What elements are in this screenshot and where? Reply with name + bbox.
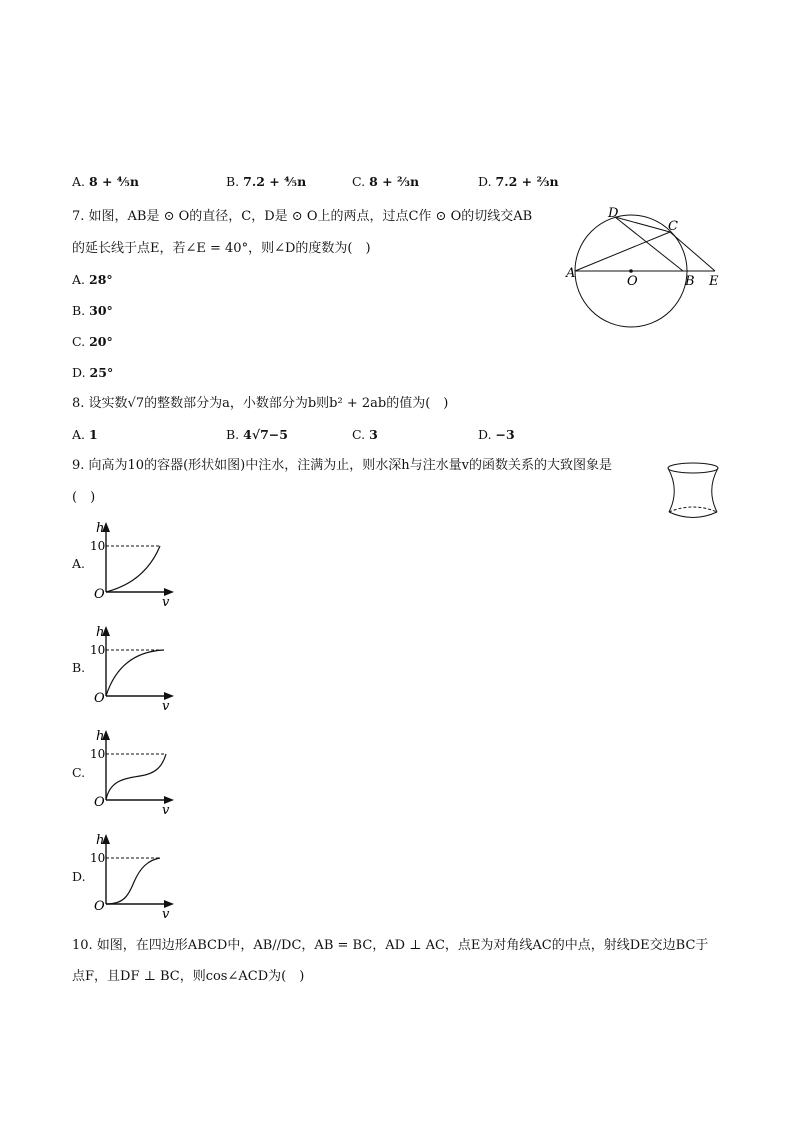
q6-option-b[interactable] [226,174,306,190]
axis-label-v: v [162,907,170,922]
axis-label-10: 10 [90,643,106,657]
axis-label-v: v [162,699,170,714]
option-text: 28° [89,272,113,287]
option-letter: C. [352,427,366,442]
option-text: 7.2 + ⁴⁄₅n [243,174,307,189]
q8-stem: 8. 设实数√7的整数部分为a，小数部分为b则b² + 2ab的值为( ) [72,396,449,411]
q8-option-b[interactable] [226,427,288,443]
q9-container-figure [666,460,722,522]
option-letter: B. [226,427,240,442]
q9-graph-c[interactable] [90,728,180,818]
option-text: 25° [89,365,114,380]
q6-option-a[interactable] [72,174,139,190]
q8-option-c[interactable] [352,427,378,443]
option-letter: D. [478,427,492,442]
axis-label-h: h [96,625,105,640]
q10-stem-line2: 点F，且DF ⊥ BC，则cos∠ACD为( ) [72,969,305,984]
q7-circle-figure [560,204,730,334]
option-letter: D. [72,365,86,380]
option-text: 1 [89,427,98,442]
option-letter: A. [72,174,86,189]
q7-option-a[interactable] [72,272,113,288]
option-text: 8 + ²⁄₃n [369,174,420,189]
axis-label-origin: O [94,587,105,602]
option-text: 4√7−5 [243,427,288,442]
q9-option-a-letter[interactable]: A. [72,556,86,571]
option-letter: D. [478,174,492,189]
q10-stem-line1: 10. 如图，在四边形ABCD中，AB//DC，AB = BC，AD ⊥ AC，点E为对角线AC的中点，射线DE交边BC于 [72,938,709,953]
q7-option-d[interactable] [72,365,113,381]
q7-stem-line2: 的延长线于点E，若∠E = 40°，则∠D的度数为( ) [72,241,371,256]
point-label-a: A [566,266,576,281]
option-text: 30° [89,303,113,318]
axis-label-h: h [96,833,105,848]
option-letter: A. [72,272,86,287]
axis-label-v: v [162,803,170,818]
point-label-b: B [685,274,695,289]
axis-label-origin: O [94,795,105,810]
axis-label-origin: O [94,899,105,914]
point-label-e: E [709,274,719,289]
axis-label-h: h [96,729,105,744]
point-label-o: O [627,274,638,289]
q6-option-c[interactable] [352,174,419,190]
option-text: 8 + ⁴⁄₅n [89,174,139,189]
option-text: 3 [369,427,378,442]
option-letter: B. [72,303,86,318]
q9-option-c-letter[interactable]: C. [72,765,86,780]
axis-label-10: 10 [90,747,106,761]
q9-graph-a[interactable] [90,520,180,610]
q9-stem-line1: 9. 向高为10的容器(形状如图)中注水，注满为止，则水深h与注水量v的函数关系的大致图象是 [72,458,612,473]
point-label-c: C [668,219,678,234]
q6-option-d[interactable] [478,174,559,190]
option-letter: A. [72,427,86,442]
option-text: 20° [89,334,113,349]
axis-label-h: h [96,521,105,536]
point-label-d: D [608,206,619,221]
axis-label-10: 10 [90,851,106,865]
option-text: 7.2 + ²⁄₃n [495,174,559,189]
option-letter: C. [72,334,86,349]
axis-label-origin: O [94,691,105,706]
option-letter: C. [352,174,366,189]
q8-option-a[interactable] [72,427,98,443]
q9-option-d-letter[interactable]: D. [72,869,86,884]
q9-stem-line2: ( ) [72,490,96,505]
q7-option-b[interactable] [72,303,113,319]
q9-option-b-letter[interactable]: B. [72,660,86,675]
option-letter: B. [226,174,240,189]
option-text: −3 [495,427,515,442]
q7-option-c[interactable] [72,334,113,350]
axis-label-v: v [162,595,170,610]
q8-option-d[interactable] [478,427,515,443]
q9-graph-d[interactable] [90,832,180,922]
axis-label-10: 10 [90,539,106,553]
q7-stem-line1: 7. 如图，AB是 ⊙ O的直径，C，D是 ⊙ O上的两点，过点C作 ⊙ O的切线交AB [72,209,533,224]
q9-graph-b[interactable] [90,624,180,714]
